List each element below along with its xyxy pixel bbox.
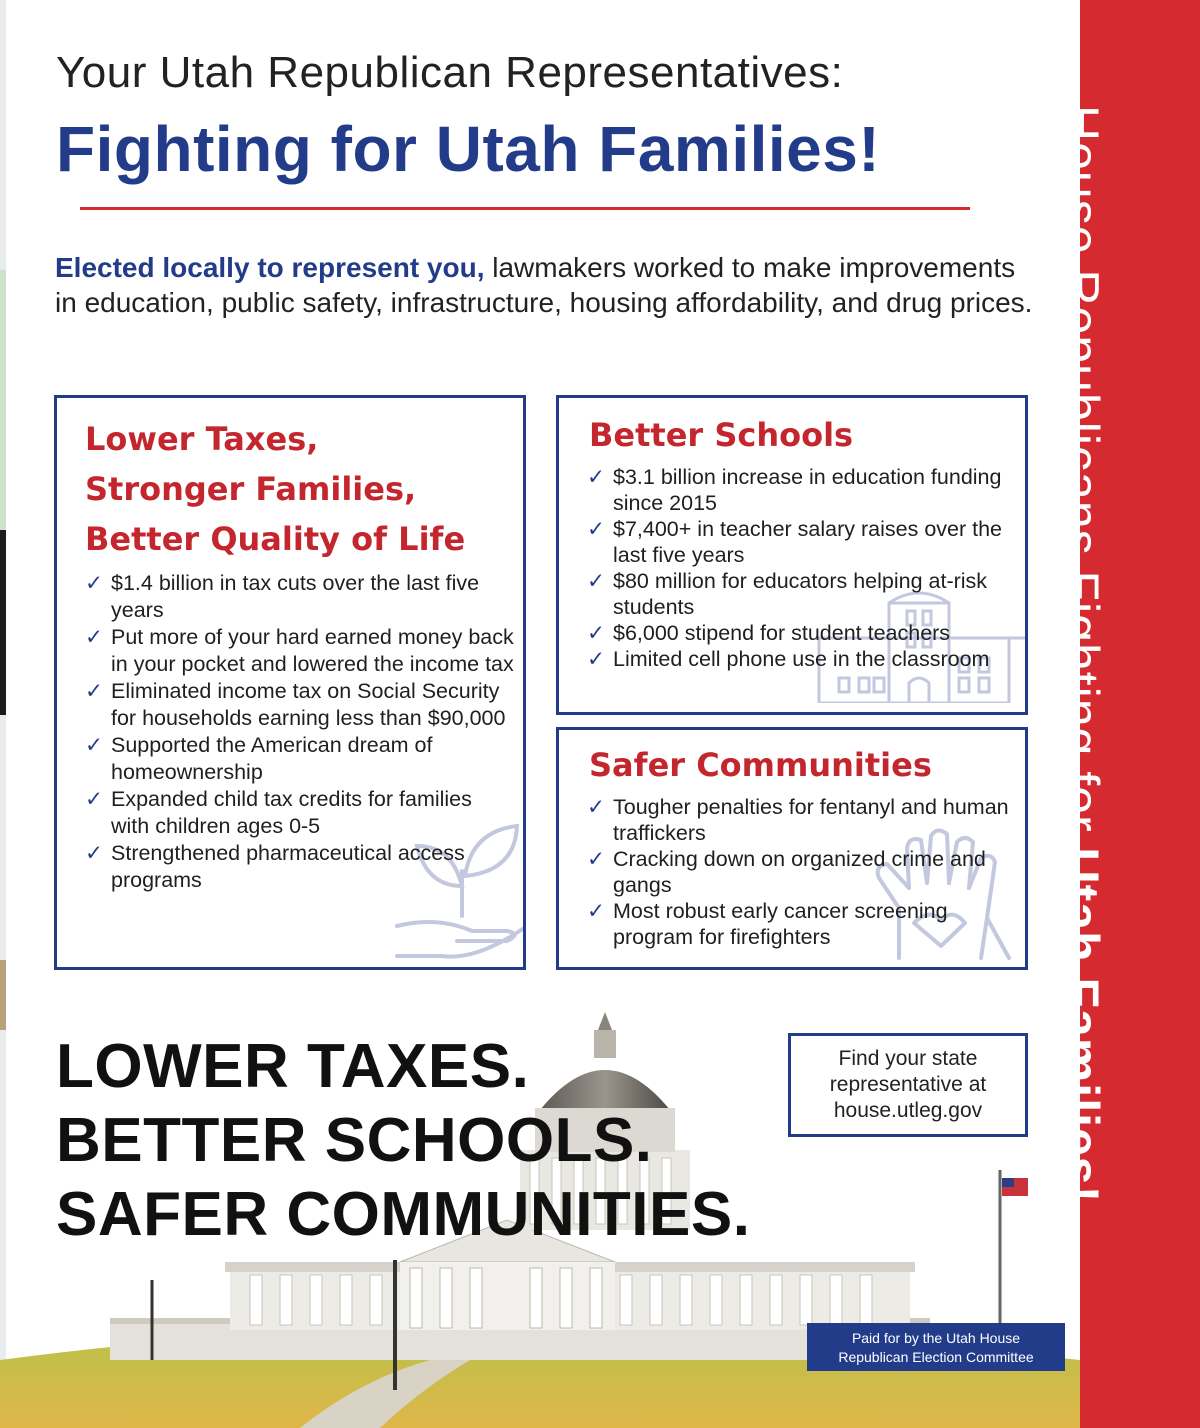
slogan [56, 1030, 750, 1252]
taxes-title-line-3: Better Quality of Life [85, 520, 466, 558]
check-icon: ✓ [587, 517, 606, 541]
check-icon: ✓ [85, 787, 104, 811]
list-item: ✓ Expanded child tax credits for families with children ages 0-5 [85, 787, 472, 838]
list-item: ✓ $80 million for educators helping at-risk students [587, 569, 988, 619]
find-rep-line-2: representative at [829, 1073, 987, 1096]
find-rep-link[interactable]: house.utleg.gov [833, 1099, 983, 1122]
taxes-title-line-2: Stronger Families, [85, 470, 417, 508]
list-item: ✓ Strengthened pharmaceutical access programs [85, 841, 465, 892]
find-rep-line-1: Find your state [838, 1047, 978, 1070]
list-item: ✓ $1.4 billion in tax cuts over the last five years [85, 571, 480, 622]
list-item: ✓ Limited cell phone use in the classroom [587, 647, 990, 671]
check-icon: ✓ [85, 571, 104, 595]
safer-communities-box [556, 727, 1028, 970]
list-item: ✓ Tougher penalties for fentanyl and human traffickers [587, 795, 1009, 845]
check-icon: ✓ [85, 625, 104, 649]
list-item: ✓ $6,000 stipend for student teachers [587, 621, 951, 645]
paid-for-disclaimer: Paid for by the Utah House Republican Election Committee [807, 1323, 1065, 1371]
taxes-list [85, 570, 515, 894]
check-icon: ✓ [85, 841, 104, 865]
slogan-line-3: SAFER COMMUNITIES. [56, 1180, 751, 1249]
list-item: ✓ Cracking down on organized crime and gangs [587, 847, 986, 897]
list-item: ✓ Most robust early cancer screening program for firefighters [587, 899, 948, 949]
check-icon: ✓ [85, 679, 104, 703]
slogan-line-1: LOWER TAXES. [56, 1032, 530, 1101]
check-icon: ✓ [587, 465, 606, 489]
intro-paragraph [55, 250, 1035, 320]
page-kicker: Your Utah Republican Representatives: [56, 48, 844, 97]
find-representative-box [788, 1033, 1028, 1137]
check-icon: ✓ [587, 847, 606, 871]
intro-lead: Elected locally to represent you, [55, 252, 485, 283]
taxes-title [85, 414, 465, 564]
check-icon: ✓ [85, 733, 104, 757]
header-divider [80, 207, 970, 210]
slogan-line-2: BETTER SCHOOLS. [56, 1106, 653, 1175]
intro-text: lawmakers worked to make improvements in education, public safety, infrastructure, housing affordability, and drug prices. [55, 252, 1033, 318]
list-item: ✓ Supported the American dream of homeownership [85, 733, 433, 784]
check-icon: ✓ [587, 647, 606, 671]
list-item: ✓ Eliminated income tax on Social Security for households earning less than $90,000 [85, 679, 506, 730]
schools-title: Better Schools [589, 416, 854, 454]
safer-list [587, 794, 1017, 950]
list-item: ✓ $3.1 billion increase in education funding since 2015 [587, 465, 1002, 515]
page-headline: Fighting for Utah Families! [56, 113, 881, 185]
check-icon: ✓ [587, 569, 606, 593]
list-item: ✓ Put more of your hard earned money back in your pocket and lowered the income tax [85, 625, 514, 676]
schools-list [587, 464, 1017, 672]
list-item: ✓ $7,400+ in teacher salary raises over the last five years [587, 517, 1003, 567]
safer-title: Safer Communities [589, 746, 932, 784]
check-icon: ✓ [587, 621, 606, 645]
better-schools-box [556, 395, 1028, 715]
sidebar-vertical-text: House Republicans Fighting for Utah Families! [1053, 105, 1109, 1204]
check-icon: ✓ [587, 899, 606, 923]
taxes-title-line-1: Lower Taxes, [85, 420, 319, 458]
lower-taxes-box [54, 395, 526, 970]
check-icon: ✓ [587, 795, 606, 819]
